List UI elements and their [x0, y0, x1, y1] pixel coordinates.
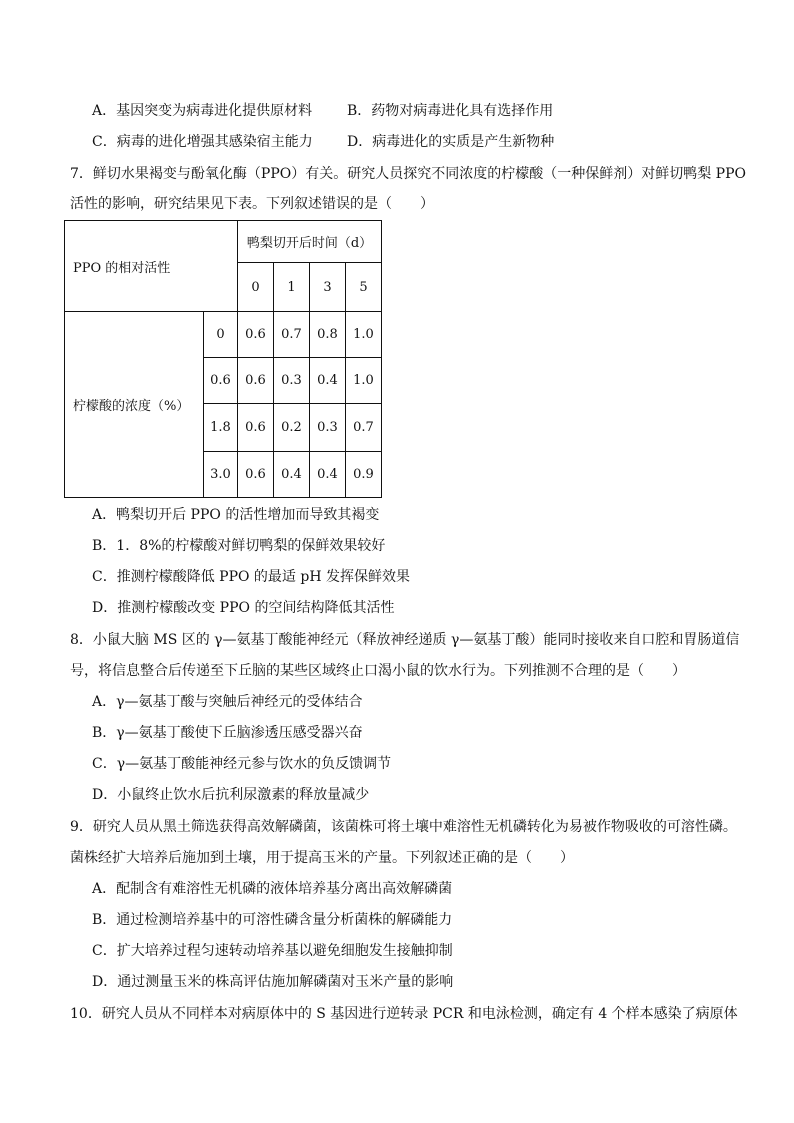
q6-option-b: B．药物对病毒进化具有选择作用 [347, 103, 554, 119]
q8-option-d: D．小鼠终止饮水后抗利尿激素的释放量减少 [92, 787, 370, 803]
value-cell: 0.7 [274, 312, 310, 358]
value-cell: 0.6 [238, 312, 274, 358]
ppo-activity-table [64, 220, 382, 498]
value-cell: 1.0 [346, 312, 382, 358]
q9-stem-line-2: 菌株经扩大培养后施加到土壤，用于提高玉米的产量。下列叙述正确的是（ ） [70, 850, 574, 866]
q7-stem-line-2: 活性的影响，研究结果见下表。下列叙述错误的是（ ） [70, 196, 434, 212]
q6-option-d: D．病毒进化的实质是产生新物种 [347, 134, 555, 150]
day-header: 5 [346, 263, 382, 312]
conc-cell: 1.8 [204, 404, 238, 452]
conc-cell: 3.0 [204, 452, 238, 498]
q6-options-row-1 [92, 101, 553, 121]
value-cell: 0.7 [346, 404, 382, 452]
q7-option-c: C．推测柠檬酸降低 PPO 的最适 pH 发挥保鲜效果 [92, 569, 410, 585]
q8-option-a: A．γ—氨基丁酸与突触后神经元的受体结合 [92, 694, 363, 710]
day-header: 0 [238, 263, 274, 312]
value-cell: 0.9 [346, 452, 382, 498]
day-header: 1 [274, 263, 310, 312]
value-cell: 0.4 [274, 452, 310, 498]
q8-stem-line-2: 号，将信息整合后传递至下丘脑的某些区域终止口渴小鼠的饮水行为。下列推测不合理的是（ ） [70, 663, 686, 679]
conc-cell: 0.6 [204, 358, 238, 404]
q6-option-a: A．基因突变为病毒进化提供原材料 [92, 103, 313, 119]
value-cell: 0.3 [274, 358, 310, 404]
value-cell: 0.2 [274, 404, 310, 452]
q9-option-a: A．配制含有难溶性无机磷的液体培养基分离出高效解磷菌 [92, 881, 453, 897]
q9-option-b: B．通过检测培养基中的可溶性磷含量分析菌株的解磷能力 [92, 912, 453, 928]
q7-option-b: B．1．8%的柠檬酸对鲜切鸭梨的保鲜效果较好 [92, 538, 386, 554]
value-cell: 0.3 [310, 404, 346, 452]
value-cell: 0.6 [238, 452, 274, 498]
q10-stem-line-1: 10．研究人员从不同样本对病原体中的 S 基因进行逆转录 PCR 和电泳检测，确定有 4 个样本感染了病原体 [70, 1006, 738, 1022]
q7-option-d: D．推测柠檬酸改变 PPO 的空间结构降低其活性 [92, 600, 395, 616]
value-cell: 0.4 [310, 358, 346, 404]
day-header: 3 [310, 263, 346, 312]
q6-option-c: C．病毒的进化增强其感染宿主能力 [92, 134, 313, 150]
conc-cell: 0 [204, 312, 238, 358]
q7-stem-line-1: 7．鲜切水果褐变与酚氧化酶（PPO）有关。研究人员探究不同浓度的柠檬酸（一种保鲜剂）对鲜切鸭梨 PPO [70, 166, 746, 182]
q6-options-row-2 [92, 132, 554, 152]
value-cell: 0.8 [310, 312, 346, 358]
q9-option-c: C．扩大培养过程匀速转动培养基以避免细胞发生接触抑制 [92, 943, 453, 959]
q8-option-c: C．γ—氨基丁酸能神经元参与饮水的负反馈调节 [92, 756, 392, 772]
table-row-header: 柠檬酸的浓度（%） [65, 312, 204, 498]
table-time-header: 鸭梨切开后时间（d） [238, 221, 382, 263]
q9-stem-line-1: 9．研究人员从黑土筛选获得高效解磷菌，该菌株可将土壤中难溶性无机磷转化为易被作物吸收的可溶性磷。 [70, 819, 737, 835]
value-cell: 0.6 [238, 358, 274, 404]
q9-option-d: D．通过测量玉米的株高评估施加解磷菌对玉米产量的影响 [92, 974, 454, 990]
value-cell: 0.6 [238, 404, 274, 452]
value-cell: 1.0 [346, 358, 382, 404]
q7-option-a: A．鸭梨切开后 PPO 的活性增加而导致其褐变 [92, 507, 380, 523]
table-corner-label: PPO 的相对活性 [65, 221, 238, 312]
q8-option-b: B．γ—氨基丁酸使下丘脑渗透压感受器兴奋 [92, 725, 363, 741]
q8-stem-line-1: 8．小鼠大脑 MS 区的 γ—氨基丁酸能神经元（释放神经递质 γ—氨基丁酸）能同时接收来自口腔和胃肠道信 [70, 632, 740, 648]
value-cell: 0.4 [310, 452, 346, 498]
